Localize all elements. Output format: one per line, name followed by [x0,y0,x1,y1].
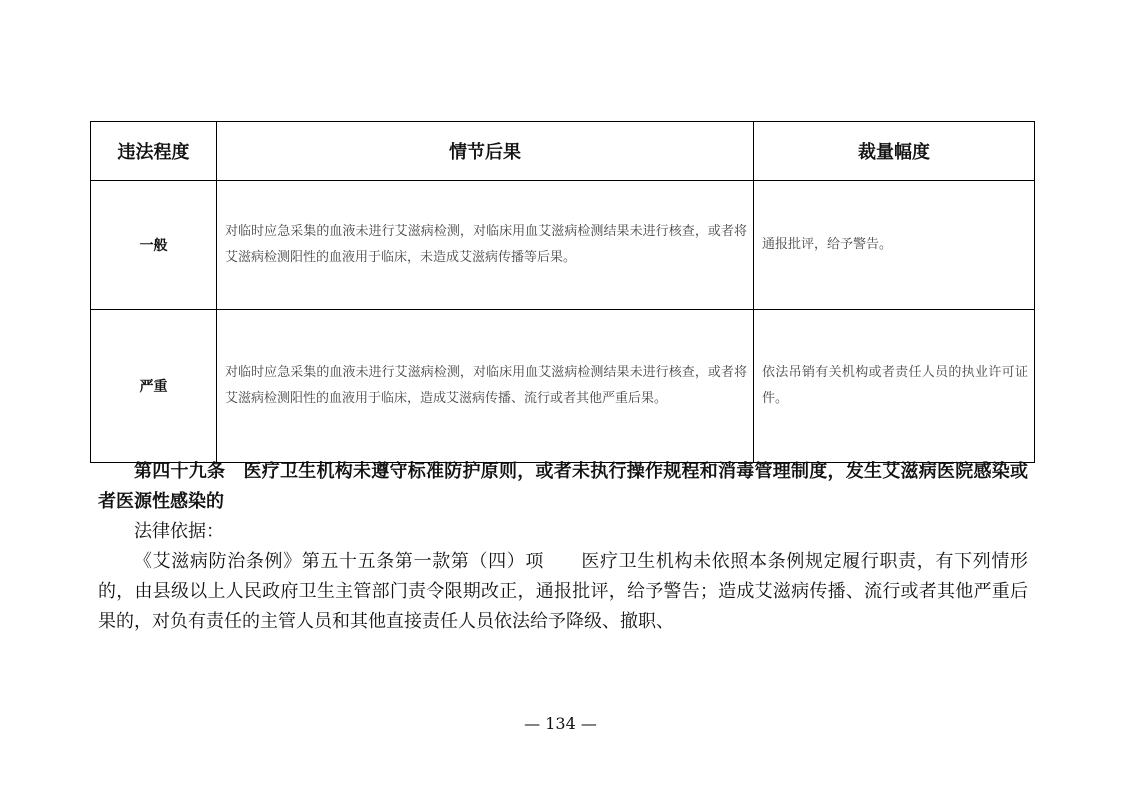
discretion-table [90,121,1035,463]
penalty-cell: 通报批评，给予警告。 [754,181,1035,310]
penalty-cell: 依法吊销有关机构或者责任人员的执业许可证件。 [754,310,1035,463]
consequence-cell: 对临时应急采集的血液未进行艾滋病检测，对临床用血艾滋病检测结果未进行核查，或者将艾滋病检测阳性的血液用于临床，造成艾滋病传播、流行或者其他严重后果。 [217,310,754,463]
legal-basis-text: 《艾滋病防治条例》第五十五条第一款第（四）项 医疗卫生机构未依照本条例规定履行职责，有下列情形的，由县级以上人民政府卫生主管部门责令限期改正，通报批评，给予警告；造成艾滋病传播、流行或者其他严重后果的，对负有责任的主管人员和其他直接责任人员依法给予降级、撤职、 [98,551,1028,632]
header-degree: 违法程度 [91,122,217,181]
article-heading: 第四十九条 医疗卫生机构未遵守标准防护原则，或者未执行操作规程和消毒管理制度，发生艾滋病医院感染或者医源性感染的 [98,461,1028,512]
table-row [91,181,1035,310]
table-header-row [91,122,1035,181]
header-penalty: 裁量幅度 [754,122,1035,181]
page-number: — 134 — [524,714,597,733]
degree-cell: 一般 [91,181,217,310]
header-consequence: 情节后果 [217,122,754,181]
degree-cell: 严重 [91,310,217,463]
article-body [98,457,1028,637]
table-row [91,310,1035,463]
legal-basis-label: 法律依据： [134,521,224,542]
consequence-cell: 对临时应急采集的血液未进行艾滋病检测，对临床用血艾滋病检测结果未进行核查，或者将艾滋病检测阳性的血液用于临床，未造成艾滋病传播等后果。 [217,181,754,310]
